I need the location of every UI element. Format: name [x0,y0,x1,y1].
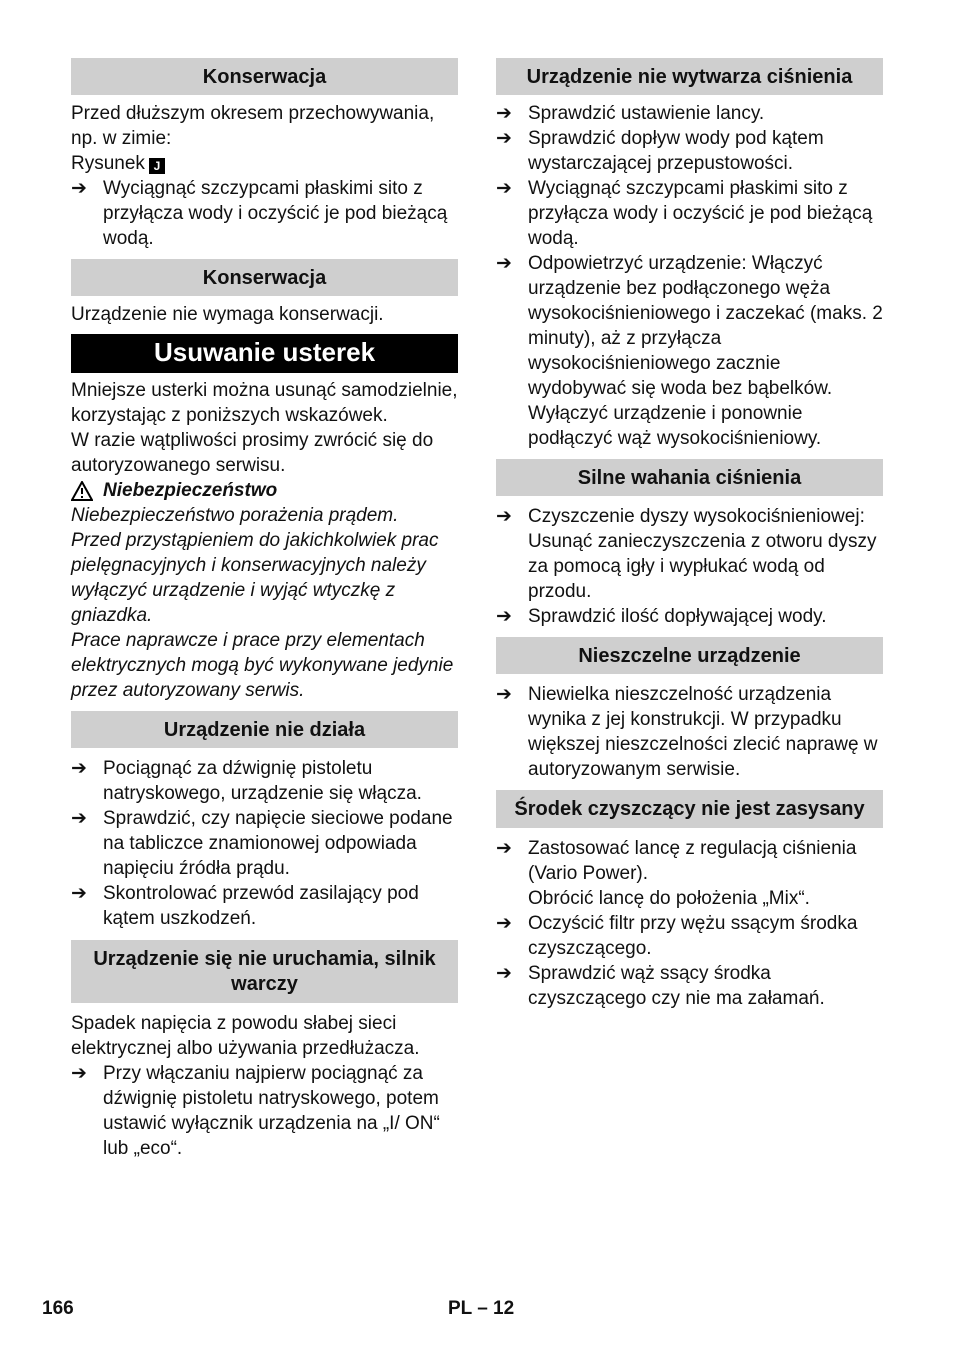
list-item: ➔ Przy włączaniu najpierw pociągnąć za dźwignię pistoletu natryskowego, potem ustawić wyłącznik urządzenia na „I/ ON“ lub „eco“. [71,1063,440,1159]
arrow-right-icon: ➔ [71,808,87,829]
section-heading-pressure-fluctuations: Silne wahania ciśnienia [496,459,883,496]
list-item: ➔ Sprawdzić ilość dopływającej wody. [496,606,827,627]
list-item: ➔ Skontrolować przewód zasilający pod kątem uszkodzeń. [71,883,419,929]
arrow-right-icon: ➔ [496,506,512,527]
paragraph-maintenance: Urządzenie nie wymaga konserwacji. [71,304,384,325]
warning-title: Niebezpieczeństwo [71,478,458,503]
arrow-right-icon: ➔ [496,606,512,627]
arrow-right-icon: ➔ [496,128,512,149]
arrow-right-icon: ➔ [71,1063,87,1084]
warning-triangle-icon [71,481,93,501]
figure-label: Rysunek [71,153,145,174]
paragraph-storage: Przed dłuższym okresem przechowywania, np. w zimie: [71,103,435,149]
arrow-right-icon: ➔ [71,758,87,779]
arrow-right-icon: ➔ [496,838,512,859]
list-item: ➔ Zastosować lancę z regulacją ciśnienia (Vario Power). Obrócić lancę do położenia „Mix“. [496,838,857,909]
figure-ref-box: J [149,158,165,174]
section-heading-no-pressure: Urządzenie nie wytwarza ciśnienia [496,58,883,95]
arrow-right-icon: ➔ [496,913,512,934]
arrow-right-icon: ➔ [496,178,512,199]
section-heading-leaking: Nieszczelne urządzenie [496,637,883,674]
list-item: ➔ Pociągnąć za dźwignię pistoletu natryskowego, urządzenie się włącza. [71,758,422,804]
language-page-indicator: PL – 12 [448,1298,515,1319]
list-item: ➔ Niewielka nieszczelność urządzenia wynika z jej konstrukcji. W przypadku większej nieszczelności zlecić naprawę w autoryzowanym serwisie. [496,684,878,780]
list-item: ➔ Wyciągnąć szczypcami płaskimi sito z przyłącza wody i oczyścić je pod bieżącą wodą. [496,178,873,249]
arrow-right-icon: ➔ [71,883,87,904]
paragraph-intro: Mniejsze usterki można usunąć samodzielnie, korzystając z poniższych wskazówek. [71,380,458,426]
section-heading-konserwacja-1: Konserwacja [71,58,458,95]
section-heading-detergent: Środek czyszczący nie jest zasysany [496,790,883,828]
arrow-right-icon: ➔ [496,103,512,124]
left-column [71,58,458,1161]
figure-reference [71,151,458,176]
list-item: ➔ Czyszczenie dyszy wysokociśnieniowej: Usunąć zanieczyszczenia z otworu dyszy za pomocą igły i wypłukać wodą od przodu. [496,506,877,602]
right-column [496,58,883,1011]
arrow-right-icon: ➔ [496,253,512,274]
arrow-right-icon: ➔ [496,684,512,705]
section-heading-konserwacja-2: Konserwacja [71,259,458,296]
paragraph-voltage-drop: Spadek napięcia z powodu słabej sieci elektrycznej albo używania przedłużacza. [71,1013,420,1059]
arrow-right-icon: ➔ [71,178,87,199]
warning-text-2: Przed przystąpieniem do jakichkolwiek prac pielęgnacyjnych i konserwacyjnych należy wyłączyć urządzenie i wyjąć wtyczkę z gniazdka. [71,530,439,626]
list-item: ➔ Sprawdzić dopływ wody pod kątem wystarczającej przepustowości. [496,128,824,174]
list-item: ➔ Oczyścić filtr przy wężu ssącym środka czyszczącego. [496,913,858,959]
list-item: ➔ Wyciągnąć szczypcami płaskimi sito z przyłącza wody i oczyścić je pod bieżącą wodą. [71,178,448,249]
paragraph-service: W razie wątpliwości prosimy zwrócić się do autoryzowanego serwisu. [71,430,434,476]
warning-text-1: Niebezpieczeństwo porażenia prądem. [71,505,399,526]
warning-text-3: Prace naprawcze i prace przy elementach elektrycznych mogą być wykonywane jedynie przez autoryzowany serwis. [71,630,454,701]
page-number: 166 [42,1298,74,1319]
arrow-right-icon: ➔ [496,963,512,984]
list-item: ➔ Sprawdzić, czy napięcie sieciowe podane na tabliczce znamionowej odpowiada napięciu źródła prądu. [71,808,453,879]
list-item: ➔ Sprawdzić wąż ssący środka czyszczącego czy nie ma załamań. [496,963,825,1009]
section-heading-motor-hums: Urządzenie się nie uruchamia, silnik warczy [71,940,458,1003]
list-item: ➔ Odpowietrzyć urządzenie: Włączyć urządzenie bez podłączonego węża wysokociśnieniowego i zaczekać (maks. 2 minuty), aż z przyłącza wysokociśnieniowego zacznie wydobywać się woda bez bąbelków. Wyłączyć urządzenie i ponownie podłączyć wąż wysokociśnieniowy. [496,253,883,449]
chapter-title: Usuwanie usterek [71,334,458,373]
list-item: ➔ Sprawdzić ustawienie lancy. [496,103,765,124]
section-heading-not-working: Urządzenie nie działa [71,711,458,748]
